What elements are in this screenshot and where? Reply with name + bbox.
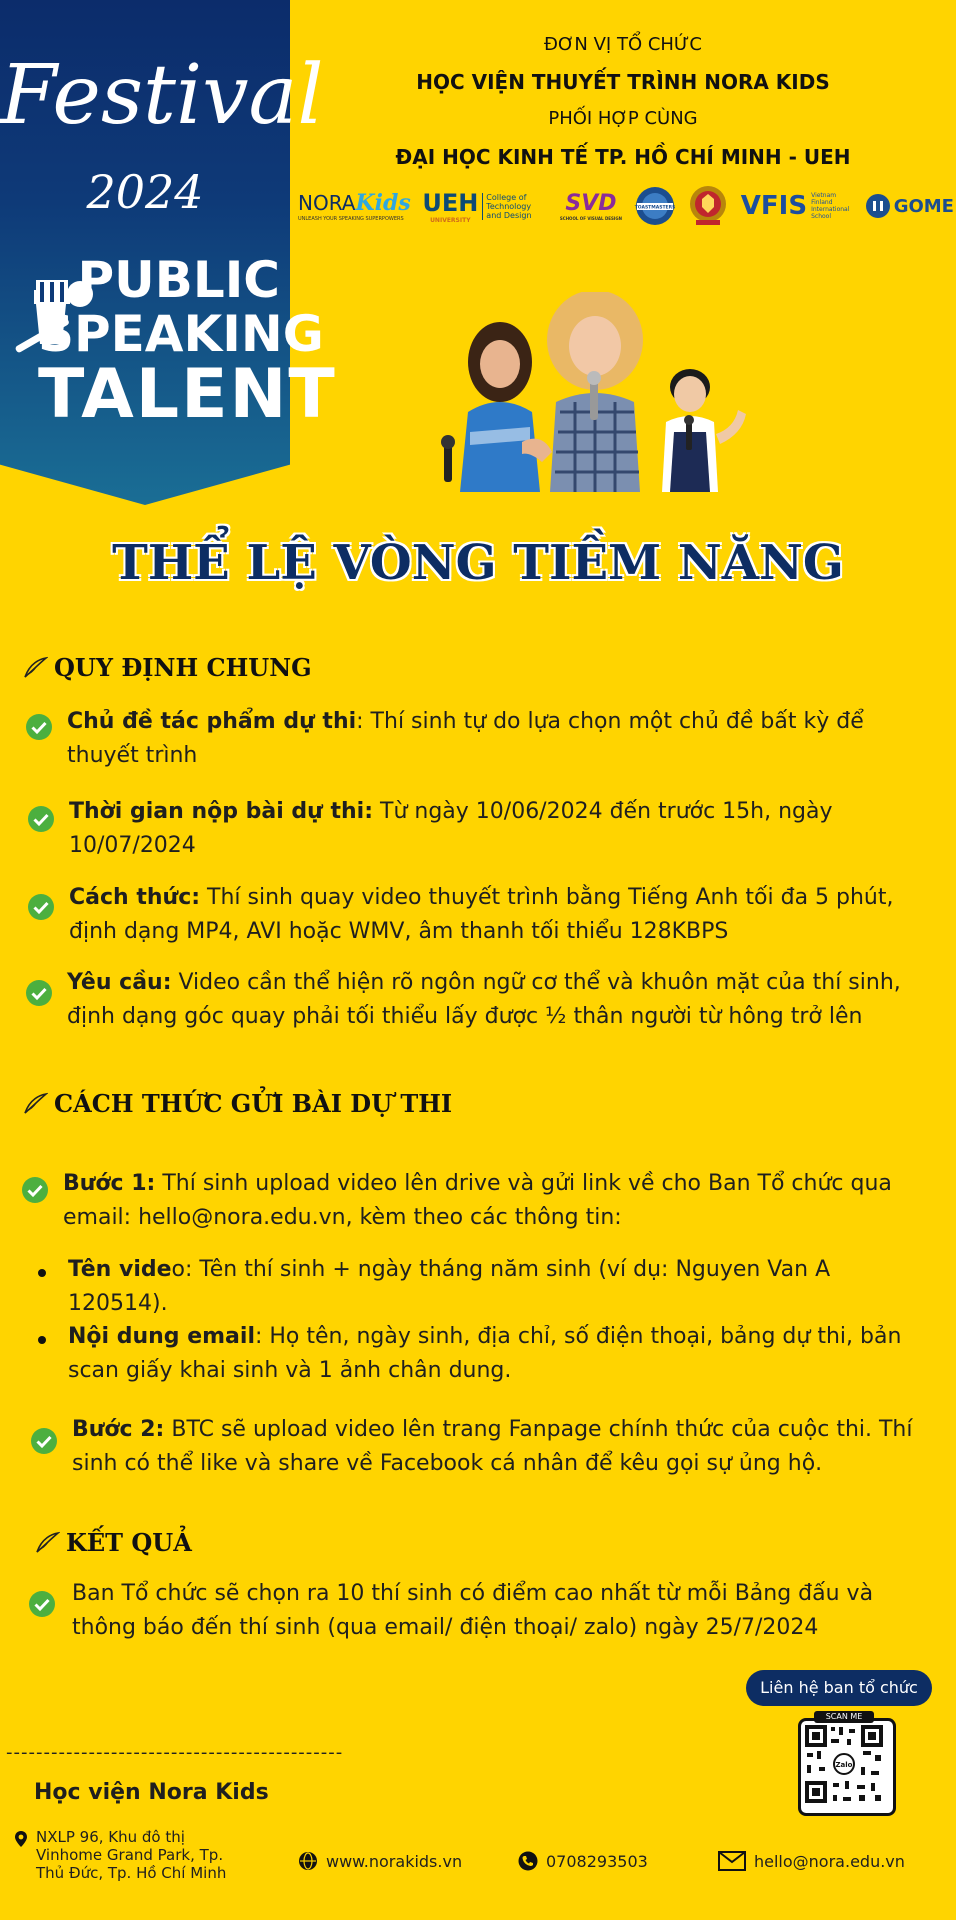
footer-phone-text: 0708293503 (546, 1851, 648, 1871)
rule-requirement-text: Video cần thể hiện rõ ngôn ngữ cơ thể và khuôn mặt của thí sinh, định dạng góc quay phải tối thiểu lấy được ½ thân người từ hông trở lên (67, 970, 901, 1029)
sponsor-logos (298, 182, 954, 230)
globe-icon (298, 1851, 318, 1871)
info-email-content-label: Nội dung email (68, 1324, 255, 1349)
footer-email[interactable] (718, 1851, 905, 1871)
scan-me-label: SCAN ME (814, 1711, 874, 1723)
partner-name: ĐẠI HỌC KINH TẾ TP. HỒ CHÍ MINH - UEH (395, 145, 851, 169)
step-2-text: BTC sẽ upload video lên trang Fanpage chính thức của cuộc thi. Thí sinh có thể like và share về Facebook cá nhân để kêu gọi sự ủng hộ. (72, 1417, 913, 1476)
rule-requirement (67, 966, 927, 1034)
step-2 (72, 1413, 934, 1481)
footer-divider: --------------------------------------------- (6, 1742, 344, 1763)
step-1-label: Bước 1: (63, 1171, 156, 1196)
info-video-name-text: o: Tên thí sinh + ngày tháng năm sinh (ví dụ: Nguyen Van A 120514). (68, 1257, 831, 1316)
festival-title: Festival (0, 48, 324, 143)
results-text: Ban Tổ chức sẽ chọn ra 10 thí sinh có điểm cao nhất từ mỗi Bảng đấu và thông báo đến thí sinh (qua email/ điện thoại/ zalo) ngày 25/7/2024 (72, 1581, 874, 1640)
rule-method-label: Cách thức: (69, 885, 201, 910)
nora-word: NORA (298, 191, 356, 215)
organizer-name: HỌC VIỆN THUYẾT TRÌNH NORA KIDS (416, 70, 830, 94)
section-heading-text: CÁCH THỨC GỬI BÀI DỰ THI (54, 1089, 453, 1118)
leaf-icon (22, 655, 48, 681)
footer-website-text: www.norakids.vn (326, 1851, 463, 1871)
logo-svd (560, 191, 622, 221)
info-video-name-label: Tên vide (68, 1257, 172, 1282)
rule-topic (67, 705, 927, 773)
gome-bubble-icon (865, 193, 891, 219)
rule-deadline-label: Thời gian nộp bài dự thi: (69, 799, 374, 824)
public-speaking-talent-logo (38, 251, 337, 434)
logo-line-speaking: SPEAKING (38, 305, 324, 363)
toastmasters-globe-icon (634, 185, 676, 227)
footer-phone[interactable] (518, 1851, 648, 1871)
check-circle-icon (25, 979, 53, 1007)
location-pin-icon (14, 1830, 28, 1848)
rule-requirement-label: Yêu cầu: (67, 970, 172, 995)
section-heading-general-rules (22, 653, 312, 682)
check-circle-icon (28, 1590, 56, 1618)
ueh-university: UNIVERSITY (430, 216, 471, 224)
children-speakers-illustration (430, 292, 750, 492)
logo-line-public: PUBLIC (77, 251, 280, 309)
logo-toastmasters (634, 185, 676, 227)
school-crest-icon (687, 184, 729, 228)
footer-address: NXLP 96, Khu đô thị Vinhome Grand Park, Tp. Thủ Đức, Tp. Hồ Chí Minh (36, 1828, 227, 1882)
rule-method (69, 881, 939, 949)
logo-nora-kids (298, 190, 411, 222)
nora-tagline: UNLEASH YOUR SPEAKING SUPERPOWERS (298, 216, 404, 222)
logo-gome (865, 193, 954, 219)
section-heading-text: KẾT QUẢ (66, 1528, 192, 1557)
rule-deadline (69, 795, 929, 863)
check-circle-icon (30, 1427, 58, 1455)
check-circle-icon (21, 1176, 49, 1204)
step-1-text: Thí sinh upload video lên drive và gửi link về cho Ban Tổ chức qua email: hello@nora.edu.vn, kèm theo các thông tin: (63, 1171, 892, 1230)
leaf-icon (22, 1091, 48, 1117)
section-heading-submission (22, 1089, 452, 1118)
bullet-icon (38, 1336, 46, 1344)
bullet-icon (38, 1269, 46, 1277)
toastmasters-text: TOASTMASTERS (634, 205, 675, 211)
svd-word: SVD (565, 191, 617, 216)
footer-website[interactable] (298, 1851, 462, 1871)
info-email-content-text: : Họ tên, ngày sinh, địa chỉ, số điện thoại, bảng dự thi, bản scan giấy khai sinh và 1 ảnh chân dung. (68, 1324, 902, 1383)
page-title: THỂ LỆ VÒNG TIỀM NĂNG (112, 535, 844, 591)
ueh-word: UEH (422, 188, 479, 217)
rule-topic-label: Chủ đề tác phẩm dự thi (67, 709, 357, 734)
svd-sub: SCHOOL OF VISUAL DESIGN (559, 216, 623, 221)
check-circle-icon (27, 893, 55, 921)
organizer-label: ĐƠN VỊ TỔ CHỨC (544, 34, 702, 55)
check-circle-icon (27, 805, 55, 833)
check-circle-icon (25, 713, 53, 741)
rule-topic-text: : Thí sinh tự do lựa chọn một chủ đề bất kỳ để thuyết trình (67, 709, 864, 768)
logo-vfis (741, 191, 853, 221)
kids-word: Kids (355, 190, 411, 216)
qr-code[interactable] (798, 1718, 896, 1816)
contact-organizer-button[interactable]: Liên hệ ban tổ chức (746, 1670, 932, 1706)
section-heading-results (34, 1528, 192, 1557)
footer-email-text: hello@nora.edu.vn (754, 1851, 905, 1871)
mail-icon (718, 1851, 746, 1871)
logo-crest (687, 184, 729, 228)
rule-method-text: Thí sinh quay video thuyết trình bằng Tiếng Anh tối đa 5 phút, định dạng MP4, AVI hoặc WMV, âm thanh tối thiểu 128KBPS (69, 885, 894, 944)
vfis-sub: Vietnam Finland International School (811, 192, 850, 220)
footer-org-name: Học viện Nora Kids (34, 1780, 269, 1805)
zalo-label: Zalo (835, 1761, 853, 1769)
qr-code-icon (801, 1721, 887, 1807)
ueh-college: College of Technology and Design (482, 193, 548, 220)
vfis-word: VFIS (740, 191, 808, 221)
festival-year: 2024 (86, 165, 204, 219)
info-email-content (68, 1320, 930, 1388)
rule-deadline-text: Từ ngày 10/06/2024 đến trước 15h, ngày 10/07/2024 (69, 799, 833, 858)
info-video-name (68, 1253, 930, 1321)
partner-label: PHỐI HỢP CÙNG (548, 108, 698, 129)
step-2-label: Bước 2: (72, 1417, 165, 1442)
gome-word: GOME (893, 195, 954, 217)
phone-icon (518, 1851, 538, 1871)
step-1 (63, 1167, 933, 1235)
logo-ueh (422, 189, 548, 224)
logo-line-talent: TALENT (38, 355, 337, 434)
section-heading-text: QUY ĐỊNH CHUNG (54, 653, 312, 682)
leaf-icon (34, 1530, 60, 1556)
